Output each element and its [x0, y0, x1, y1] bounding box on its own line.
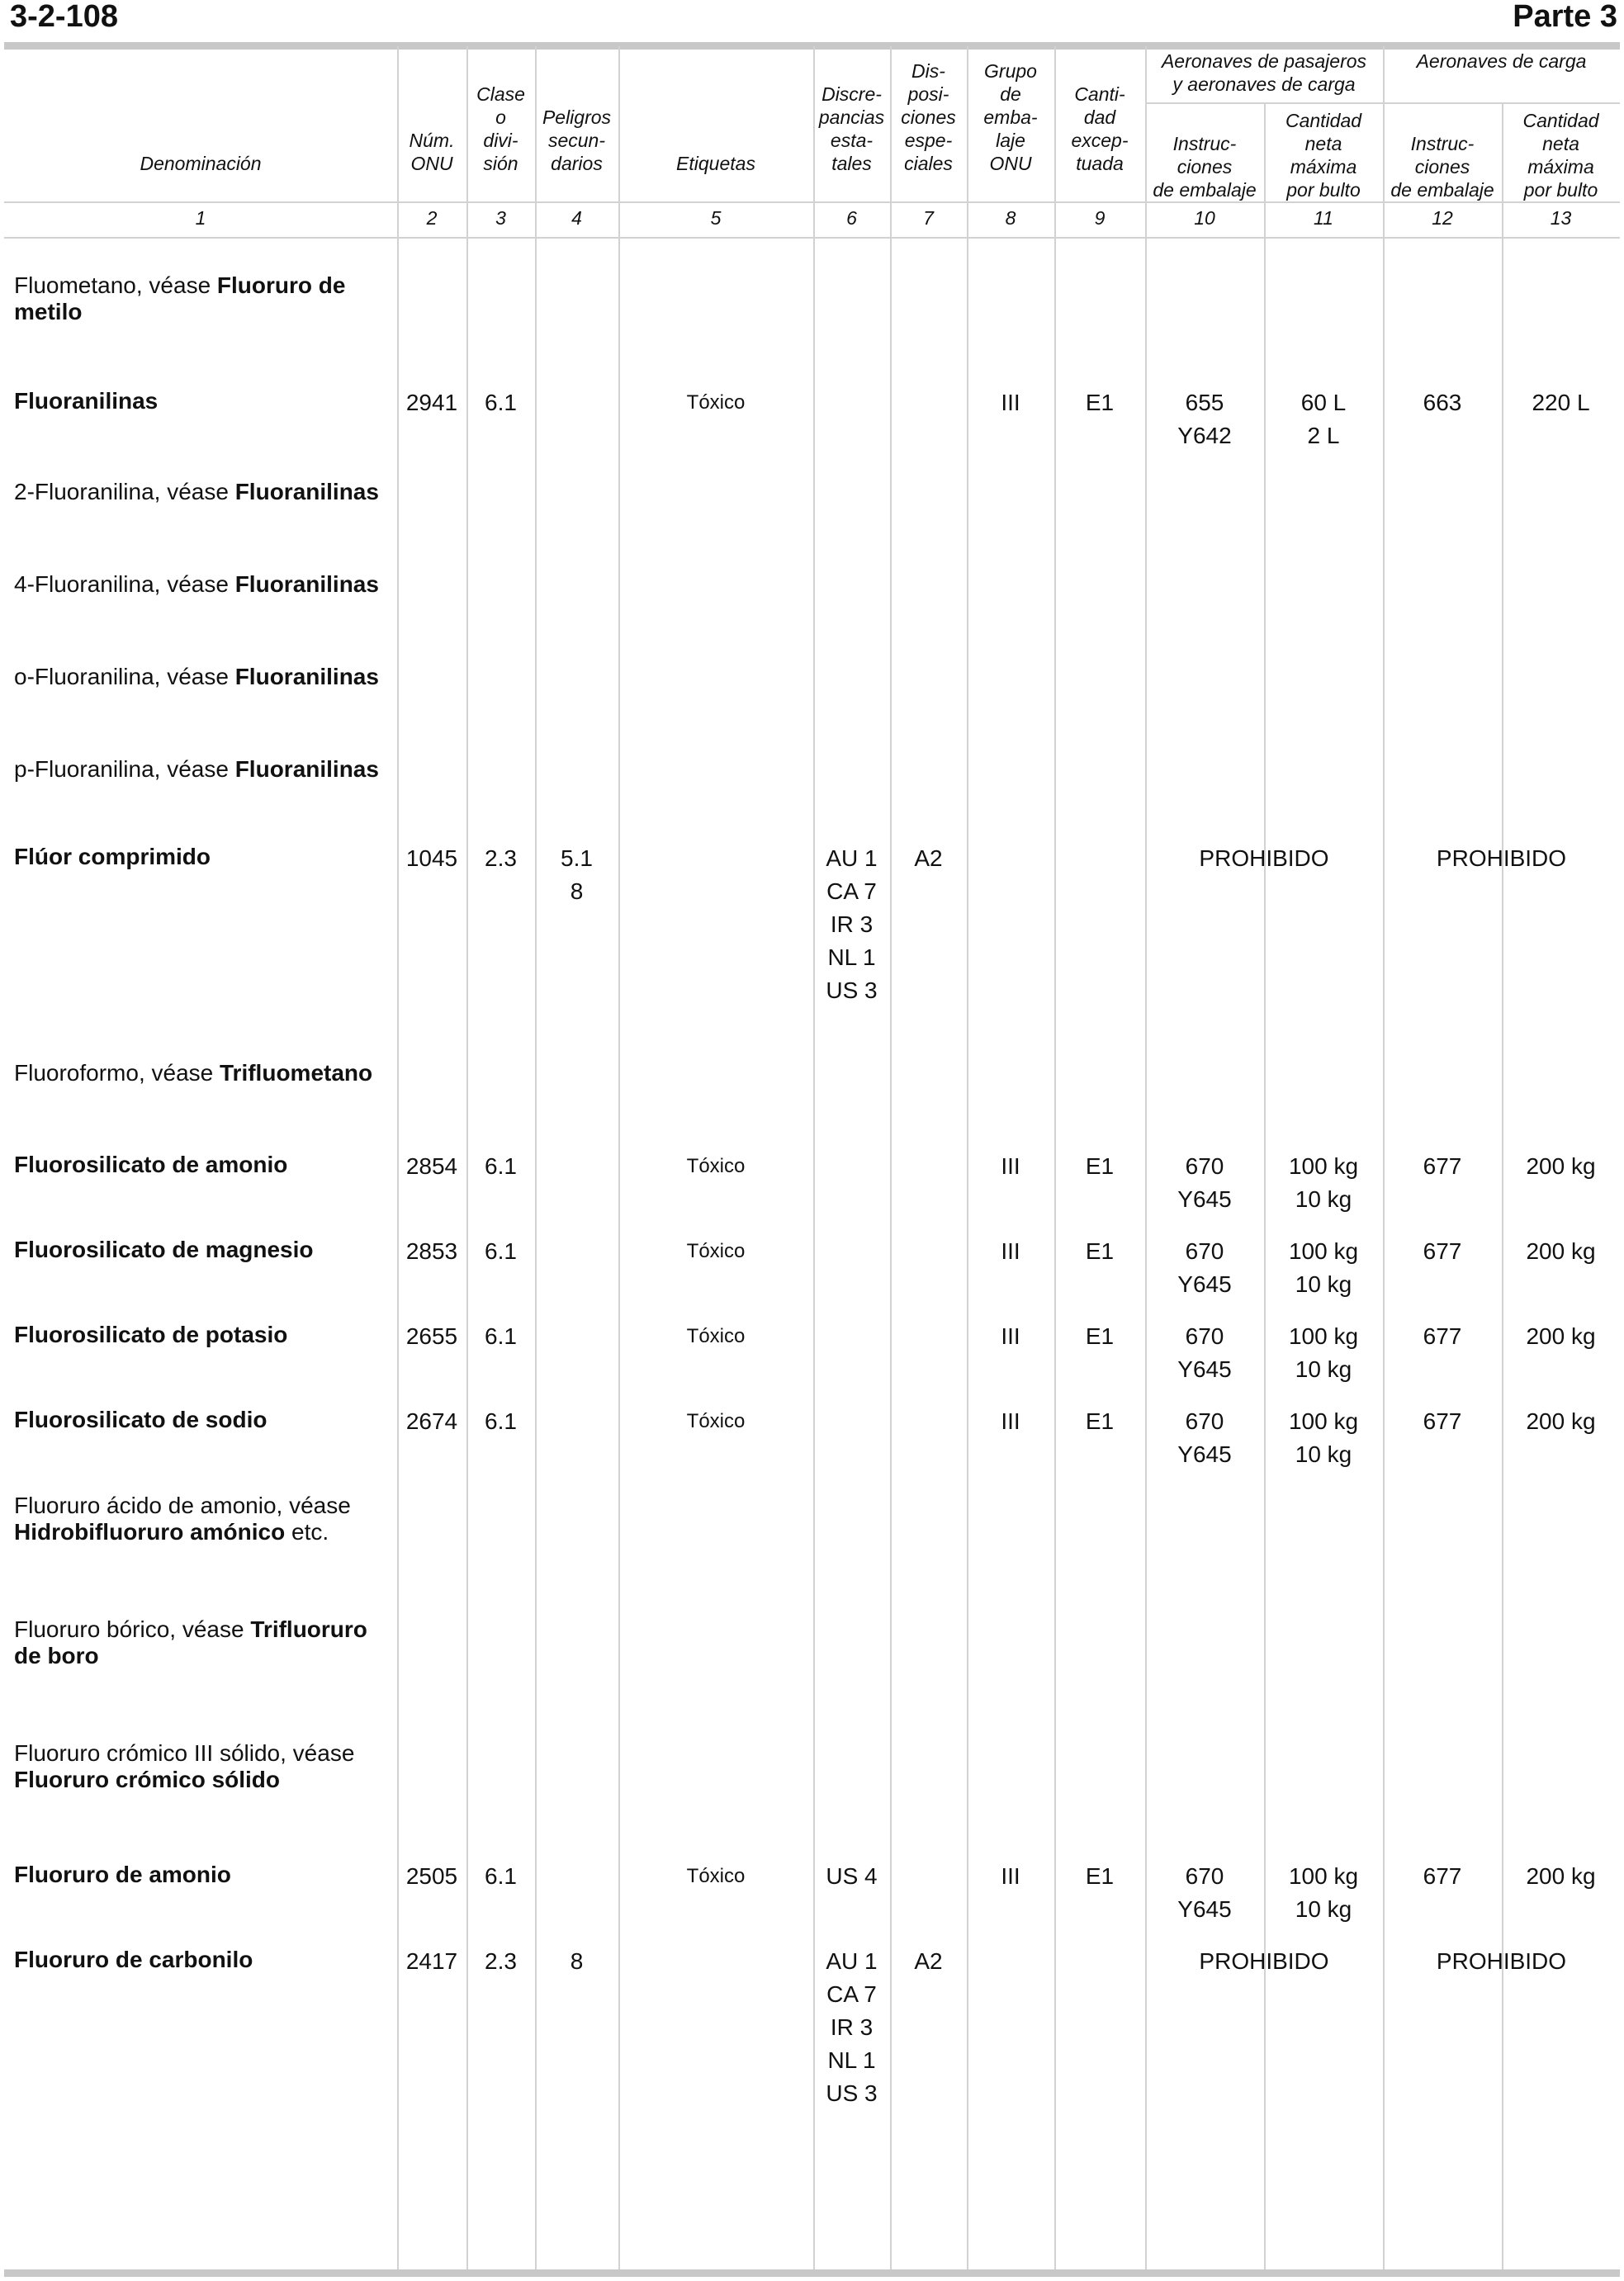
entry-name-text: o-Fluoranilina, véase — [14, 664, 235, 689]
packing-instruction-passenger — [1145, 1320, 1264, 1386]
max-quantity-cargo — [1502, 1150, 1620, 1183]
hazard-class-line: 6.1 — [485, 1863, 517, 1889]
max-quantity-cargo-line: 200 kg — [1526, 1153, 1596, 1179]
excepted-quantity-line: E1 — [1085, 390, 1115, 415]
header-cantidad-carga: Cantidad neta máxima por bulto — [1522, 110, 1599, 201]
entry-name-bold: Trifluoruro de boro — [14, 1616, 367, 1668]
max-quantity-passenger-line: 60 L — [1300, 390, 1347, 415]
entry-name-text: etc. — [285, 1519, 329, 1545]
hazard-label — [618, 1405, 813, 1438]
subsidiary-hazard-line: 8 — [570, 878, 584, 904]
entry-name-text: 2-Fluoranilina, véase — [14, 479, 235, 504]
header-clase: Clase o divi- sión — [476, 83, 525, 174]
packing-instruction-passenger-line: Y645 — [1177, 1441, 1232, 1467]
header-instrucciones-carga: Instruc- ciones de embalaje — [1390, 133, 1494, 201]
packing-instruction-passenger-line: 670 — [1185, 1408, 1224, 1434]
special-provisions — [890, 842, 967, 875]
entry-name — [14, 664, 390, 690]
max-quantity-passenger-line: 10 kg — [1295, 1271, 1352, 1297]
packing-instruction-passenger — [1145, 1235, 1264, 1301]
entry-name-text: p-Fluoranilina, véase — [14, 756, 235, 782]
packing-instruction-passenger-line: Y645 — [1177, 1896, 1232, 1922]
subsidiary-hazard-line: 8 — [570, 1948, 584, 1974]
hazard-label — [618, 1860, 813, 1893]
header-carga-group: Aeronaves de carga — [1416, 50, 1587, 72]
column-number: 6 — [846, 207, 857, 229]
entry-name-bold: Trifluometano — [220, 1060, 373, 1086]
max-quantity-passenger — [1264, 1320, 1383, 1386]
max-quantity-cargo-line: 220 L — [1532, 390, 1590, 415]
max-quantity-cargo — [1502, 386, 1620, 419]
hazard-class — [466, 1150, 535, 1183]
entry-name — [14, 1947, 390, 1973]
hazard-class — [466, 386, 535, 419]
state-variations-line: NL 1 — [827, 2047, 876, 2073]
header-denominacion: Denominación — [140, 153, 262, 174]
packing-instruction-passenger-line: Y645 — [1177, 1271, 1232, 1297]
packing-group-line: III — [1001, 1863, 1020, 1889]
hazard-class — [466, 1235, 535, 1268]
column-number: 5 — [710, 207, 722, 229]
un-number-line: 2854 — [405, 1153, 458, 1179]
un-number-line: 2674 — [405, 1408, 458, 1434]
page-header — [7, 0, 1617, 43]
packing-instruction-passenger-line: Y645 — [1177, 1186, 1232, 1212]
max-quantity-passenger — [1264, 1235, 1383, 1301]
max-quantity-passenger — [1264, 386, 1383, 452]
part-label: Parte 3 — [1513, 0, 1617, 34]
state-variations — [813, 842, 890, 1007]
entry-name-bold: Fluorosilicato de potasio — [14, 1322, 288, 1347]
hazard-label-line: Tóxico — [686, 1325, 746, 1347]
max-quantity-cargo — [1502, 1235, 1620, 1268]
hazard-class-line: 2.3 — [485, 1948, 517, 1974]
bottom-rule — [4, 2269, 1620, 2277]
column-number: 12 — [1432, 207, 1453, 229]
hazard-label-line: Tóxico — [686, 391, 746, 414]
entry-name-text: Fluoroformo, véase — [14, 1060, 220, 1086]
entry-name-text: Fluoruro crómico III sólido, véase — [14, 1740, 355, 1766]
state-variations — [813, 1945, 890, 2110]
entry-name-bold: Fluorosilicato de amonio — [14, 1152, 288, 1177]
column-number: 13 — [1550, 207, 1572, 229]
header-cantidad-exceptuada: Canti- dad excep- tuada — [1071, 83, 1129, 174]
packing-group — [967, 1235, 1054, 1268]
entry-name — [14, 1237, 390, 1263]
state-variations-line: IR 3 — [830, 2014, 874, 2040]
excepted-quantity-line: E1 — [1085, 1408, 1115, 1434]
max-quantity-cargo — [1502, 1405, 1620, 1438]
max-quantity-passenger-line: 100 kg — [1288, 1863, 1359, 1889]
entry-name — [14, 1862, 390, 1888]
special-provisions-line: A2 — [914, 845, 943, 871]
entry-name — [14, 1322, 390, 1348]
hazard-label — [618, 1235, 813, 1268]
max-quantity-passenger-line: 10 kg — [1295, 1186, 1352, 1212]
excepted-quantity-line: E1 — [1085, 1323, 1115, 1349]
packing-instruction-cargo-line: 677 — [1423, 1153, 1462, 1179]
packing-group-line: III — [1001, 1323, 1020, 1349]
packing-instruction-passenger — [1145, 1150, 1264, 1216]
passenger-forbidden: PROHIBIDO — [1199, 1948, 1329, 1974]
entry-name-bold: Fluoruro de amonio — [14, 1862, 231, 1887]
max-quantity-cargo-line: 200 kg — [1526, 1863, 1596, 1889]
max-quantity-passenger-line: 100 kg — [1288, 1408, 1359, 1434]
entry-name — [14, 1616, 390, 1669]
state-variations-line: US 3 — [826, 2080, 878, 2106]
un-number-line: 1045 — [405, 845, 458, 871]
column-divider — [535, 46, 537, 2269]
packing-instruction-cargo — [1383, 1405, 1502, 1438]
entry-name-bold: Flúor comprimido — [14, 844, 211, 869]
max-quantity-cargo — [1502, 1860, 1620, 1893]
hazard-label-line: Tóxico — [686, 1155, 746, 1177]
un-number — [397, 1405, 466, 1438]
un-number-line: 2655 — [405, 1323, 458, 1349]
max-quantity-passenger — [1264, 1860, 1383, 1926]
packing-instruction-cargo-line: 677 — [1423, 1238, 1462, 1264]
excepted-quantity — [1054, 1235, 1145, 1268]
packing-group-line: III — [1001, 1408, 1020, 1434]
hazard-class — [466, 1860, 535, 1893]
column-number: 8 — [1005, 207, 1016, 229]
un-number — [397, 1235, 466, 1268]
excepted-quantity-line: E1 — [1085, 1153, 1115, 1179]
page-number: 3-2-108 — [10, 0, 118, 34]
packing-instruction-passenger-line: 670 — [1185, 1153, 1224, 1179]
entry-name — [14, 1740, 390, 1793]
entry-name-text: 4-Fluoranilina, véase — [14, 571, 235, 597]
entry-name — [14, 756, 390, 783]
header-discrepancias: Discre- pancias esta- tales — [818, 83, 885, 174]
header-instrucciones-pax: Instruc- ciones de embalaje — [1153, 133, 1257, 201]
hazard-class-line: 6.1 — [485, 390, 517, 415]
hazard-class — [466, 1405, 535, 1438]
column-divider — [813, 46, 815, 2269]
max-quantity-passenger — [1264, 1405, 1383, 1471]
column-number: 2 — [426, 207, 438, 229]
un-number — [397, 1150, 466, 1183]
packing-group — [967, 1405, 1054, 1438]
max-quantity-cargo-line: 200 kg — [1526, 1238, 1596, 1264]
packing-instruction-passenger-line: 670 — [1185, 1323, 1224, 1349]
entry-name — [14, 571, 390, 598]
entry-name-bold: Fluorosilicato de magnesio — [14, 1237, 314, 1262]
header-grupo: Grupo de emba- laje ONU — [983, 60, 1038, 174]
max-quantity-passenger-line: 10 kg — [1295, 1896, 1352, 1922]
hazard-label-line: Tóxico — [686, 1240, 746, 1262]
header-peligros: Peligros secun- darios — [542, 106, 612, 174]
un-number — [397, 1320, 466, 1353]
excepted-quantity-line: E1 — [1085, 1238, 1115, 1264]
max-quantity-passenger — [1264, 1150, 1383, 1216]
top-rule — [4, 42, 1620, 50]
entry-name-bold: Fluoranilinas — [14, 388, 159, 414]
special-provisions — [890, 1945, 967, 1978]
excepted-quantity — [1054, 1860, 1145, 1893]
max-quantity-passenger-line: 100 kg — [1288, 1153, 1359, 1179]
max-quantity-cargo — [1502, 1320, 1620, 1353]
column-number: 3 — [495, 207, 506, 229]
max-quantity-cargo-line: 200 kg — [1526, 1323, 1596, 1349]
hazard-class — [466, 1945, 535, 1978]
packing-instruction-passenger — [1145, 1405, 1264, 1471]
hazard-label-line: Tóxico — [686, 1865, 746, 1887]
column-number: 4 — [571, 207, 582, 229]
packing-instruction-passenger-line: 670 — [1185, 1863, 1224, 1889]
state-variations-line: NL 1 — [827, 944, 876, 970]
packing-instruction-cargo — [1383, 1150, 1502, 1183]
hazard-class-line: 2.3 — [485, 845, 517, 871]
subsidiary-hazard-line: 5.1 — [561, 845, 593, 871]
entry-name-bold: Fluoranilinas — [234, 479, 379, 504]
column-number: 7 — [923, 207, 934, 229]
entry-name — [14, 1152, 390, 1178]
entry-name — [14, 844, 390, 870]
entry-name-bold: Fluoranilinas — [234, 664, 379, 689]
max-quantity-cargo-line: 200 kg — [1526, 1408, 1596, 1434]
column-divider — [890, 46, 892, 2269]
un-number — [397, 1860, 466, 1893]
packing-instruction-cargo-line: 677 — [1423, 1408, 1462, 1434]
entry-name-bold: Fluoruro crómico sólido — [14, 1767, 281, 1792]
packing-instruction-cargo — [1383, 1860, 1502, 1893]
header-etiquetas: Etiquetas — [676, 153, 755, 174]
column-number: 10 — [1194, 207, 1215, 229]
packing-instruction-cargo-line: 677 — [1423, 1323, 1462, 1349]
packing-instruction-passenger-line: Y642 — [1177, 423, 1232, 448]
packing-instruction-passenger-line: 670 — [1185, 1238, 1224, 1264]
packing-group — [967, 1860, 1054, 1893]
hazard-class — [466, 1320, 535, 1353]
un-number-line: 2417 — [405, 1948, 458, 1974]
entry-name-bold: Fluorosilicato de sodio — [14, 1407, 268, 1432]
entry-name-bold: Hidrobifluoruro amónico — [14, 1519, 286, 1545]
column-number: 1 — [195, 207, 206, 229]
state-variations — [813, 1860, 890, 1893]
excepted-quantity-line: E1 — [1085, 1863, 1115, 1889]
passenger-forbidden: PROHIBIDO — [1199, 845, 1329, 871]
hazard-class-line: 6.1 — [485, 1238, 517, 1264]
state-variations-line: CA 7 — [826, 1981, 877, 2007]
hazard-label — [618, 1150, 813, 1183]
un-number-line: 2505 — [405, 1863, 458, 1889]
packing-group-line: III — [1001, 390, 1020, 415]
header-num-onu: Núm. ONU — [409, 130, 455, 174]
max-quantity-passenger-line: 10 kg — [1295, 1441, 1352, 1467]
un-number — [397, 386, 466, 419]
cargo-forbidden: PROHIBIDO — [1436, 845, 1567, 871]
packing-group — [967, 1150, 1054, 1183]
packing-group — [967, 386, 1054, 419]
hazard-label — [618, 1320, 813, 1353]
cargo-forbidden: PROHIBIDO — [1436, 1948, 1567, 1974]
state-variations-line: AU 1 — [826, 845, 878, 871]
entry-name — [14, 388, 390, 414]
header-pasajeros-group: Aeronaves de pasajeros y aeronaves de carga — [1161, 50, 1367, 95]
packing-instruction-cargo-line: 663 — [1423, 390, 1462, 415]
column-number: 11 — [1314, 207, 1333, 229]
entry-name — [14, 479, 390, 505]
special-provisions-line: A2 — [914, 1948, 943, 1974]
excepted-quantity — [1054, 1320, 1145, 1353]
un-number — [397, 842, 466, 875]
subsidiary-hazard — [535, 842, 618, 908]
entry-name-text: Fluometano, véase — [14, 272, 217, 298]
header-divider — [4, 201, 1620, 203]
packing-group-line: III — [1001, 1153, 1020, 1179]
state-variations-line: IR 3 — [830, 911, 874, 937]
entry-name — [14, 272, 390, 325]
entry-name — [14, 1407, 390, 1433]
hazard-class-line: 6.1 — [485, 1408, 517, 1434]
group-header-divider — [1145, 102, 1620, 104]
packing-instruction-passenger-line: 655 — [1185, 390, 1224, 415]
packing-instruction-cargo-line: 677 — [1423, 1863, 1462, 1889]
excepted-quantity — [1054, 386, 1145, 419]
hazard-label — [618, 386, 813, 419]
state-variations-line: AU 1 — [826, 1948, 878, 1974]
state-variations-line: CA 7 — [826, 878, 877, 904]
entry-name-bold: Fluoranilinas — [234, 756, 379, 782]
column-number: 9 — [1094, 207, 1106, 229]
entry-name-text: Fluoruro bórico, véase — [14, 1616, 251, 1642]
entry-name — [14, 1060, 390, 1086]
hazard-label-line: Tóxico — [686, 1410, 746, 1432]
max-quantity-passenger-line: 2 L — [1307, 423, 1340, 448]
max-quantity-passenger-line: 10 kg — [1295, 1356, 1352, 1382]
un-number — [397, 1945, 466, 1978]
packing-group-line: III — [1001, 1238, 1020, 1264]
entry-name — [14, 1493, 390, 1545]
entry-name-bold: Fluoranilinas — [234, 571, 379, 597]
packing-instruction-passenger-line: Y645 — [1177, 1356, 1232, 1382]
header-cantidad-pax: Cantidad neta máxima por bulto — [1285, 110, 1362, 201]
header-disposiciones: Dis- posi- ciones espe- ciales — [901, 60, 956, 174]
hazard-class — [466, 842, 535, 875]
state-variations-line: US 3 — [826, 977, 878, 1003]
max-quantity-passenger-line: 100 kg — [1288, 1238, 1359, 1264]
entry-name-bold: Fluoruro de carbonilo — [14, 1947, 253, 1972]
un-number-line: 2941 — [405, 390, 458, 415]
subsidiary-hazard — [535, 1945, 618, 1978]
excepted-quantity — [1054, 1150, 1145, 1183]
un-number-line: 2853 — [405, 1238, 458, 1264]
packing-group — [967, 1320, 1054, 1353]
state-variations-line: US 4 — [826, 1863, 878, 1889]
column-number-divider — [4, 237, 1620, 239]
packing-instruction-cargo — [1383, 386, 1502, 419]
entry-name-bold: Fluoruro de metilo — [14, 272, 346, 324]
entry-name-text: Fluoruro ácido de amonio, véase — [14, 1493, 351, 1518]
excepted-quantity — [1054, 1405, 1145, 1438]
packing-instruction-cargo — [1383, 1235, 1502, 1268]
packing-instruction-passenger — [1145, 386, 1264, 452]
max-quantity-passenger-line: 100 kg — [1288, 1323, 1359, 1349]
packing-instruction-cargo — [1383, 1320, 1502, 1353]
packing-instruction-passenger — [1145, 1860, 1264, 1926]
hazard-class-line: 6.1 — [485, 1323, 517, 1349]
hazard-class-line: 6.1 — [485, 1153, 517, 1179]
